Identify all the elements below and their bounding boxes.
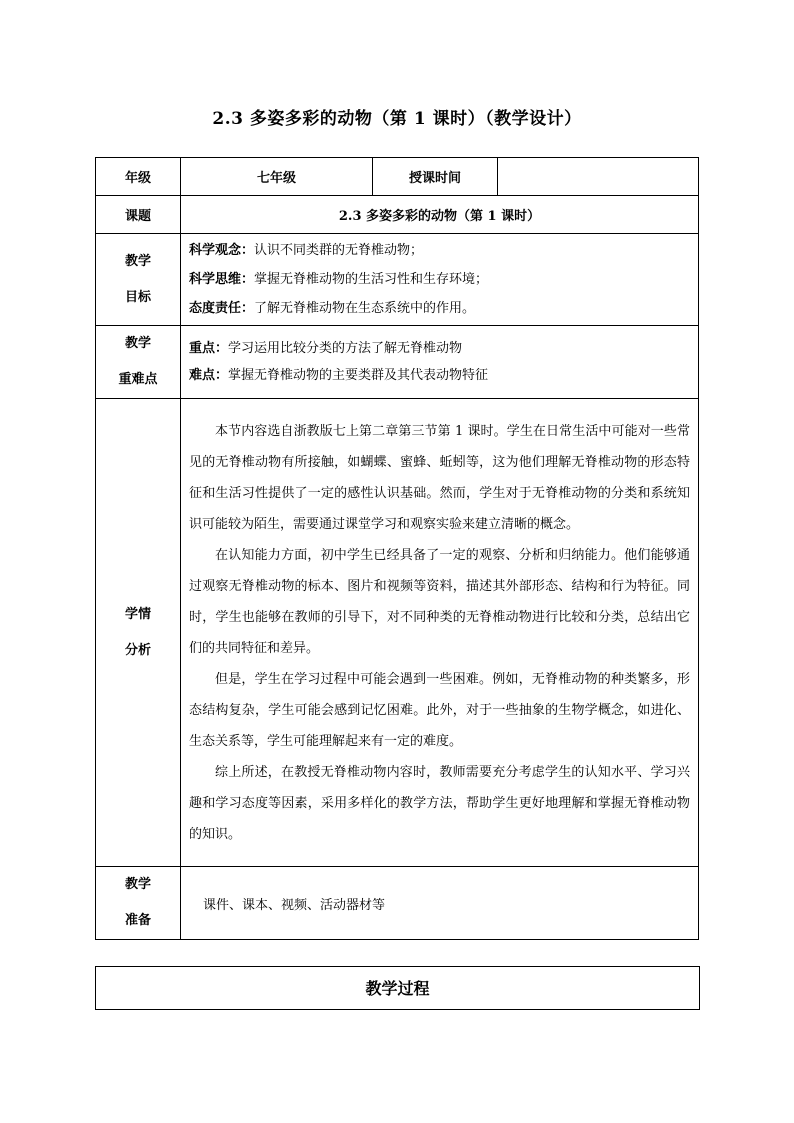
topic-value: 2.3 多姿多彩的动物（第 1 课时） bbox=[181, 196, 699, 234]
process-heading: 教学过程 bbox=[95, 966, 700, 1010]
document-title: 2.3 多姿多彩的动物（第 1 课时）（教学设计） bbox=[212, 109, 582, 129]
preparation-row bbox=[96, 867, 699, 940]
time-value bbox=[498, 158, 699, 196]
goals-content bbox=[181, 234, 699, 326]
analysis-label-line1: 学情 bbox=[124, 606, 151, 622]
topic-label: 课题 bbox=[96, 196, 181, 234]
goal-item: 态度责任：了解无脊椎动物在生态系统中的作用。 bbox=[189, 301, 476, 316]
time-label: 授课时间 bbox=[373, 158, 498, 196]
preparation-label bbox=[96, 867, 181, 940]
analysis-paragraph: 本节内容选自浙教版七上第二章第三节第 1 课时。学生在日常生活中可能对一些常见的无脊椎动物有所接触，如蝴蝶、蜜蜂、蚯蚓等，这为他们理解无脊椎动物的形态特征和生活习性提供了一定的感性认识基础。然而，学生对于无脊椎动物的分类和系统知识可能较为陌生，需要通过课堂学习和观察实验来建立清晰的概念。 bbox=[189, 423, 690, 532]
keypoints-row bbox=[96, 326, 699, 399]
analysis-label bbox=[96, 399, 181, 867]
lesson-plan-table bbox=[95, 157, 699, 940]
goal-item: 科学观念：认识不同类群的无脊椎动物； bbox=[189, 243, 424, 258]
preparation-label-line1: 教学 bbox=[124, 877, 151, 892]
analysis-row bbox=[96, 399, 699, 867]
goals-row bbox=[96, 234, 699, 326]
goals-label-line1: 教学 bbox=[124, 253, 151, 269]
preparation-value: 课件、课本、视频、活动器材等 bbox=[181, 867, 699, 940]
analysis-paragraph: 在认知能力方面，初中学生已经具备了一定的观察、分析和归纳能力。他们能够通过观察无脊椎动物的标本、图片和视频等资料，描述其外部形态、结构和行为特征。同时，学生也能够在教师的引导下，对不同种类的无脊椎动物进行比较和分类，总结出它们的共同特征和差异。 bbox=[189, 547, 690, 656]
goals-label bbox=[96, 234, 181, 326]
goal-item: 科学思维：掌握无脊椎动物的生活习性和生存环境； bbox=[189, 272, 489, 287]
analysis-label-line2: 分析 bbox=[124, 642, 151, 658]
keypoints-label bbox=[96, 326, 181, 399]
preparation-label-line2: 准备 bbox=[124, 913, 151, 928]
grade-label: 年级 bbox=[96, 158, 181, 196]
keypoints-label-line2: 重难点 bbox=[118, 372, 158, 387]
goals-label-line2: 目标 bbox=[124, 289, 151, 305]
keypoints-content bbox=[181, 326, 699, 399]
analysis-content bbox=[181, 399, 699, 867]
grade-value: 七年级 bbox=[181, 158, 373, 196]
analysis-paragraph: 但是，学生在学习过程中可能会遇到一些困难。例如，无脊椎动物的种类繁多，形态结构复杂，学生可能会感到记忆困难。此外，对于一些抽象的生物学概念，如进化、生态关系等，学生可能理解起来有一定的难度。 bbox=[189, 671, 690, 749]
topic-row bbox=[96, 196, 699, 234]
analysis-paragraph: 综上所述，在教授无脊椎动物内容时，教师需要充分考虑学生的认知水平、学习兴趣和学习态度等因素，采用多样化的教学方法，帮助学生更好地理解和掌握无脊椎动物的知识。 bbox=[189, 764, 690, 842]
keypoints-label-line1: 教学 bbox=[124, 336, 151, 351]
grade-row bbox=[96, 158, 699, 196]
keypoint-item: 难点：掌握无脊椎动物的主要类群及其代表动物特征 bbox=[189, 368, 489, 383]
keypoint-item: 重点：学习运用比较分类的方法了解无脊椎动物 bbox=[189, 341, 463, 356]
